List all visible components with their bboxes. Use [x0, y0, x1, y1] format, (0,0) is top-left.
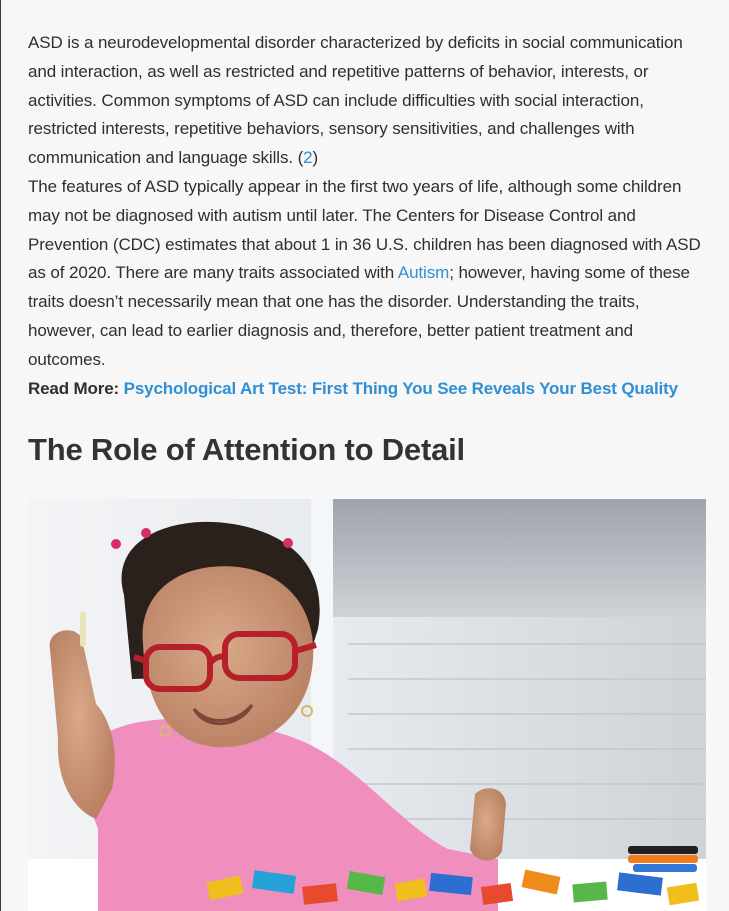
page-left-border [0, 0, 1, 911]
paragraph-asd-definition-text: ASD is a neurodevelopmental disorder characterized by deficits in social communication and interaction, as well as restricted and repetitive patterns of behavior, interests, or activities. Common symptoms of ASD can include difficulties with social interaction, restricted interests, repetitive behaviors, sensory sensitivities, and challenges with communication and language skills. ( [28, 33, 683, 168]
section-heading: The Role of Attention to Detail [28, 432, 465, 467]
article-photo [28, 499, 706, 911]
read-more-link[interactable]: Psychological Art Test: First Thing You See Reveals Your Best Quality [123, 378, 678, 398]
autism-link[interactable]: Autism [397, 263, 450, 283]
citation-close-paren: ) [312, 148, 319, 168]
citation-link-2[interactable]: 2 [303, 148, 313, 168]
read-more [28, 375, 708, 404]
paragraph-asd-features [28, 173, 708, 375]
paragraph-asd-definition [28, 29, 708, 173]
paragraph-asd-features-text: The features of ASD typically appear in the first two years of life, although some children may not be diagnosed with autism until later. The Centers for Disease Control and Prevention (CDC) estimates that about 1 in 36 U.S. children has been diagnosed with ASD as of 2020. There are many traits associated with [28, 176, 701, 283]
article-body [28, 29, 708, 467]
paragraph-asd-features-text-continued: ; however, having some of these traits doesn’t necessarily mean that one has the disorder. Understanding the traits, however, can lead to earlier diagnosis and, therefore, better patient treatment and outcomes. [28, 263, 690, 369]
read-more-label: Read More: [28, 378, 120, 398]
photo-illustration [28, 499, 706, 911]
